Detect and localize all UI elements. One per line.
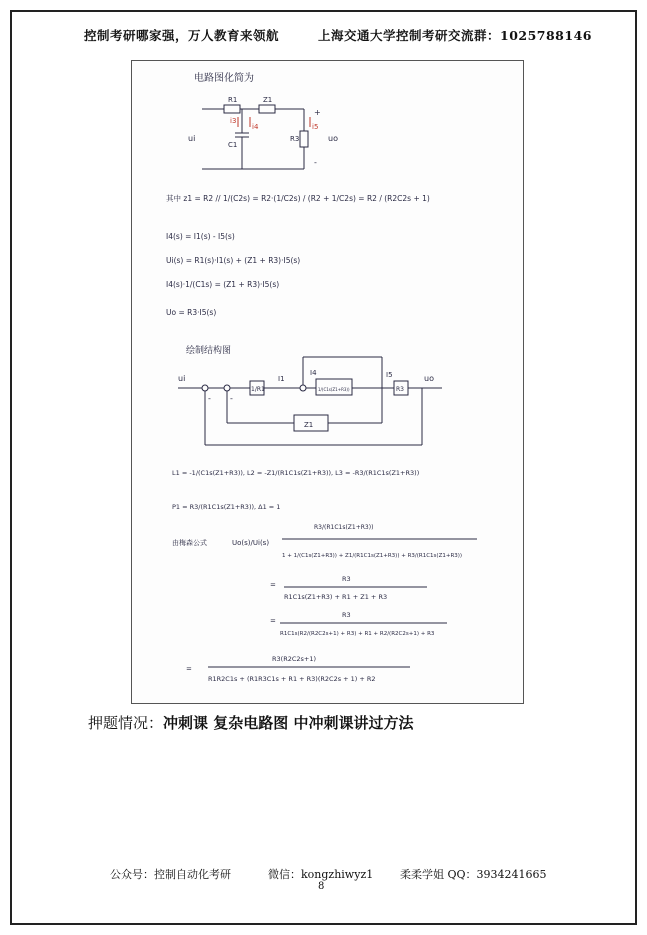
- mason-final-den: R1R2C1s + (R1R3C1s + R1 + R3)(R2C2s + 1) + R2: [208, 675, 376, 683]
- header-slogan: 控制考研哪家强，万人教育来领航: [84, 28, 280, 43]
- prediction-label: 押题情况：: [88, 714, 164, 732]
- block-label-r3: R3: [396, 386, 404, 393]
- label-i5: i5: [312, 123, 319, 131]
- mason-step1-num: R3/(R1C1s(Z1+R3)): [314, 524, 374, 531]
- loop-gains: L1 = -1/(C1s(Z1+R3)), L2 = -Z1/(R1C1s(Z1+R3)), L3 = -R3/(R1C1s(Z1+R3)): [172, 469, 420, 477]
- mason-step3-num: R3: [342, 611, 351, 619]
- prediction-text: 冲刺课 复杂电路图 中冲刺课讲过方法: [163, 714, 414, 732]
- block-label-minus-1: -: [208, 394, 211, 403]
- footer-qq: 柔柔学姐 QQ：3934241665: [400, 868, 547, 881]
- mason-label: 由梅森公式: [172, 539, 207, 547]
- label-i4: i4: [252, 123, 259, 131]
- svg-text:=: =: [270, 617, 276, 625]
- mason-step1-den: 1 + 1/(C1s(Z1+R3)) + Z1/(R1C1s(Z1+R3)) + R3/(R1C1s(Z1+R3)): [282, 553, 463, 559]
- header-group-info: 上海交通大学控制考研交流群：1025788146: [318, 28, 592, 43]
- block-label-minus-2: -: [230, 394, 233, 403]
- label-z1: Z1: [263, 96, 273, 104]
- label-plus: +: [314, 108, 321, 117]
- handwritten-solution-scan: [131, 60, 524, 704]
- eq-i4b: I4(s)·1/(C1s) = (Z1 + R3)·I5(s): [166, 280, 280, 289]
- handwritten-notes: [132, 61, 524, 704]
- prediction-note: [88, 712, 413, 733]
- label-minus: -: [314, 158, 317, 167]
- eq-uo: Uo = R3·I5(s): [166, 308, 217, 317]
- label-uo: uo: [328, 134, 338, 143]
- label-ui: ui: [188, 134, 196, 143]
- mason-step3-den: R1C1s(R2/(R2C2s+1) + R3) + R1 + R2/(R2C2s+1) + R3: [280, 631, 435, 637]
- page-number: 8: [318, 881, 325, 892]
- block-label-i4: I4: [310, 369, 317, 377]
- mason-final-num: R3(R2C2s+1): [272, 655, 317, 663]
- mason-step2-den: R1C1s(Z1+R3) + R1 + Z1 + R3: [284, 593, 388, 601]
- eq-ui: Ui(s) = R1(s)·I1(s) + (Z1 + R3)·I5(s): [166, 256, 301, 265]
- circuit-diagram: [188, 96, 338, 169]
- eq-i4: I4(s) = I1(s) - I5(s): [166, 232, 235, 241]
- label-i3: i3: [230, 117, 237, 125]
- block-title: 绘制结构图: [186, 346, 232, 356]
- circuit-title: 电路图化简为: [194, 73, 254, 84]
- block-label-uo: uo: [424, 374, 434, 383]
- label-c1: C1: [228, 141, 238, 149]
- forward-path: P1 = R3/(R1C1s(Z1+R3)), Δ1 = 1: [172, 503, 281, 511]
- block-label-ui: ui: [178, 374, 186, 383]
- block-label-i1: I1: [278, 375, 285, 383]
- block-label-z1: Z1: [304, 421, 314, 429]
- mason-step2-num: R3: [342, 575, 351, 583]
- mason-lhs: Uo(s)/Ui(s): [232, 539, 270, 547]
- label-r1: R1: [228, 96, 238, 104]
- block-diagram: [178, 357, 442, 445]
- svg-text:=: =: [186, 665, 192, 673]
- svg-text:=: =: [270, 581, 276, 589]
- footer-wechat-id: 微信：kongzhiwyz1: [268, 868, 374, 881]
- block-label-g: 1/(C1s(Z1+R3)): [318, 387, 350, 392]
- block-label-i5: I5: [386, 371, 393, 379]
- block-label-1-r1: 1/R1: [251, 386, 265, 393]
- label-r3: R3: [290, 135, 300, 143]
- footer-wechat-account: 公众号：控制自动化考研: [110, 868, 231, 881]
- eq-z1: 其中 z1 = R2 // 1/(C2s) = R2·(1/C2s) / (R2 + 1/C2s) = R2 / (R2C2s + 1): [166, 194, 430, 203]
